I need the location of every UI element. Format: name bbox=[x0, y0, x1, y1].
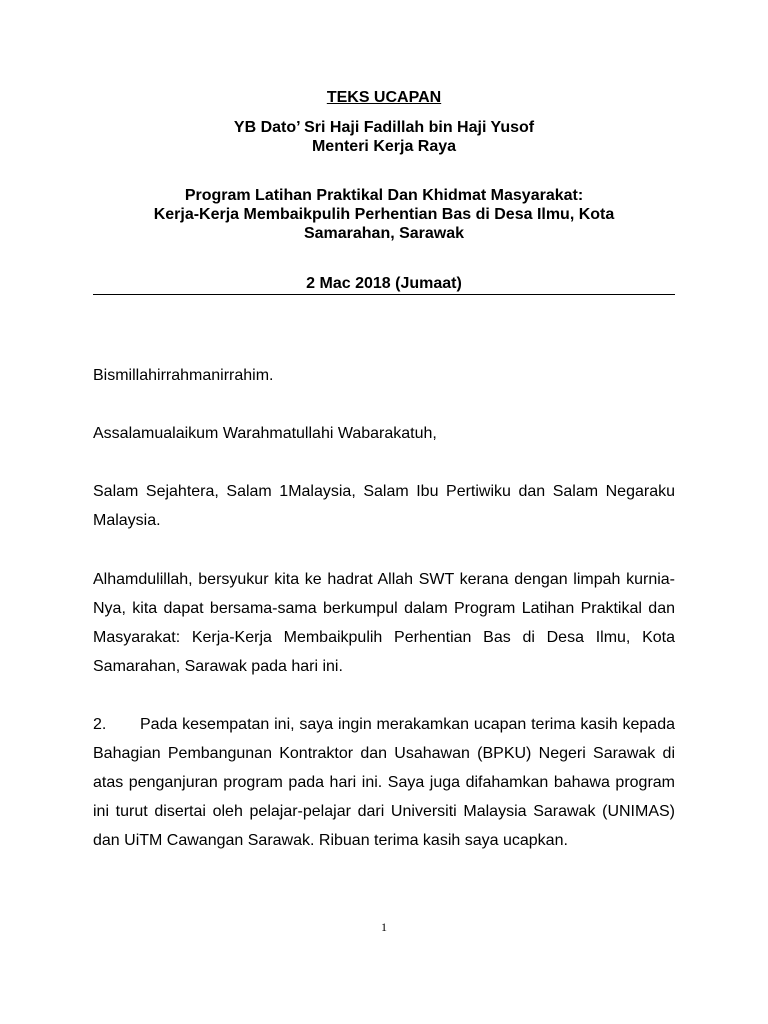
speech-title: TEKS UCAPAN bbox=[326, 89, 442, 106]
bismillah-paragraph: Bismillahirrahmanirrahim. bbox=[93, 367, 274, 384]
speaker-block bbox=[93, 118, 675, 156]
speaker-name: YB Dato’ Sri Haji Fadillah bin Haji Yusof bbox=[233, 119, 535, 136]
paragraph-2-number: 2. bbox=[93, 716, 107, 733]
speech-date: 2 Mac 2018 (Jumaat) bbox=[306, 275, 462, 292]
header-divider bbox=[93, 294, 675, 295]
paragraph-2-text: Pada kesempatan ini, saya ingin merakamkan ucapan terima kasih kepada Bahagian Pembangunan Kontraktor dan Usahawan (BPKU) Negeri Sarawak di atas penganjuran program pada hari ini. Saya juga difahamkan bahawa program ini turut disertai oleh pelajar-pelajar dari Universiti Malaysia Sarawak (UNIMAS) dan UiTM Cawangan Sarawak. Ribuan terima kasih saya ucapkan. bbox=[93, 716, 675, 849]
program-title bbox=[93, 186, 675, 243]
speaker-role: Menteri Kerja Raya bbox=[311, 138, 457, 155]
page-number: 1 bbox=[381, 920, 387, 934]
greeting-paragraph: Assalamualaikum Warahmatullahi Wabarakatuh, bbox=[93, 425, 437, 442]
paragraph-2 bbox=[93, 710, 675, 855]
program-title-line-2: Kerja-Kerja Membaikpulih Perhentian Bas di Desa Ilmu, Kota bbox=[153, 206, 615, 223]
opening-paragraph: Alhamdulillah, bersyukur kita ke hadrat Allah SWT kerana dengan limpah kurnia-Nya, kita dapat bersama-sama berkumpul dalam Program Latihan Praktikal dan Masyarakat: Kerja-Kerja Membaikpulih Perhentian Bas di Desa Ilmu, Kota Samarahan, Sarawak pada hari ini. bbox=[93, 571, 675, 675]
salutation-paragraph: Salam Sejahtera, Salam 1Malaysia, Salam Ibu Pertiwiku dan Salam Negaraku Malaysia. bbox=[93, 483, 675, 529]
program-title-line-1: Program Latihan Praktikal Dan Khidmat Masyarakat: bbox=[184, 187, 584, 204]
program-title-line-3: Samarahan, Sarawak bbox=[303, 225, 465, 242]
